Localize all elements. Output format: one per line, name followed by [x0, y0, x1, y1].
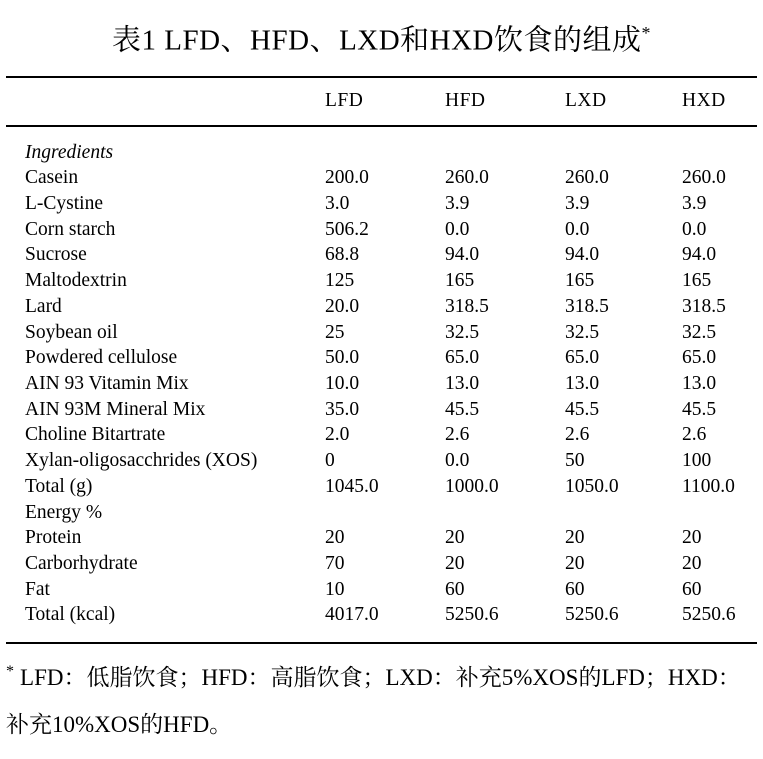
cell-value: 13.0 — [445, 372, 480, 394]
cell-value — [682, 126, 757, 166]
cell-value: 50 — [565, 450, 585, 472]
diet-composition-table — [6, 76, 757, 644]
cell-value: 94.0 — [682, 244, 717, 266]
table-row — [6, 268, 757, 294]
cell-value: 0.0 — [445, 450, 470, 472]
cell-value: 0.0 — [565, 218, 590, 240]
table-row — [6, 448, 757, 474]
row-label: Total (kcal) — [25, 604, 116, 626]
footnote-marker: * — [6, 663, 15, 681]
cell-value: 165 — [565, 270, 595, 292]
row-label: Energy % — [25, 501, 103, 523]
table-title-note-marker: * — [641, 23, 651, 43]
cell-value: 45.5 — [445, 398, 480, 420]
row-label: Fat — [25, 578, 50, 600]
cell-value: 65.0 — [565, 347, 600, 369]
row-label: Lard — [25, 295, 62, 317]
cell-value: 0.0 — [682, 218, 707, 240]
row-label: Xylan-oligosacchrides (XOS) — [25, 450, 258, 472]
table-row — [6, 242, 757, 268]
row-label: Ingredients — [25, 141, 114, 163]
cell-value: 60 — [565, 578, 585, 600]
table-row — [6, 397, 757, 423]
cell-value: 13.0 — [682, 372, 717, 394]
column-header: HXD — [682, 90, 726, 112]
cell-value: 35.0 — [325, 398, 360, 420]
cell-value: 0 — [325, 450, 335, 472]
cell-value: 1045.0 — [325, 475, 379, 497]
cell-value: 20 — [325, 527, 345, 549]
table-row — [6, 500, 757, 526]
row-label: Choline Bitartrate — [25, 424, 166, 446]
cell-value — [565, 126, 682, 166]
row-label: Protein — [25, 527, 82, 549]
cell-value: 100 — [682, 450, 712, 472]
column-header: HFD — [445, 90, 486, 112]
table-row — [6, 126, 757, 166]
cell-value: 5250.6 — [682, 604, 736, 626]
cell-value: 65.0 — [682, 347, 717, 369]
table-row — [6, 294, 757, 320]
cell-value: 2.6 — [682, 424, 707, 446]
table-title-text: 表1 LFD、HFD、LXD和HXD饮食的组成 — [112, 24, 642, 57]
cell-value: 318.5 — [445, 295, 489, 317]
table-row — [6, 551, 757, 577]
cell-value — [565, 500, 682, 526]
cell-value: 506.2 — [325, 218, 369, 240]
row-label: Soybean oil — [25, 321, 118, 343]
cell-value: 3.9 — [682, 193, 707, 215]
cell-value — [445, 126, 565, 166]
cell-value: 20.0 — [325, 295, 360, 317]
cell-value: 1050.0 — [565, 475, 619, 497]
table-row — [6, 602, 757, 643]
table-body — [6, 126, 757, 643]
footnote-line — [6, 712, 232, 737]
cell-value: 2.0 — [325, 424, 350, 446]
row-label: Powdered cellulose — [25, 347, 178, 369]
cell-value: 260.0 — [682, 167, 726, 189]
cell-value: 5250.6 — [445, 604, 499, 626]
row-label: Maltodextrin — [25, 270, 127, 292]
cell-value: 20 — [565, 527, 585, 549]
cell-value: 4017.0 — [325, 604, 379, 626]
cell-value — [682, 500, 757, 526]
cell-value: 60 — [682, 578, 702, 600]
cell-value — [445, 500, 565, 526]
footnote-text: LFD：低脂饮食；HFD：高脂饮食；LXD：补充5%XOS的LFD；HXD： — [20, 664, 741, 690]
cell-value: 3.9 — [565, 193, 590, 215]
row-label: Corn starch — [25, 218, 116, 240]
cell-value: 318.5 — [682, 295, 726, 317]
table-row — [6, 525, 757, 551]
row-label: AIN 93 Vitamin Mix — [25, 372, 189, 394]
table-row — [6, 422, 757, 448]
cell-value: 45.5 — [565, 398, 600, 420]
cell-value: 125 — [325, 270, 355, 292]
cell-value: 260.0 — [445, 167, 489, 189]
cell-value: 94.0 — [565, 244, 600, 266]
corner-cell — [6, 77, 325, 126]
cell-value: 20 — [445, 552, 465, 574]
cell-value: 1000.0 — [445, 475, 499, 497]
cell-value: 65.0 — [445, 347, 480, 369]
cell-value: 3.0 — [325, 193, 350, 215]
row-label: L-Cystine — [25, 193, 103, 215]
cell-value: 318.5 — [565, 295, 609, 317]
cell-value: 32.5 — [682, 321, 717, 343]
cell-value: 165 — [445, 270, 475, 292]
cell-value: 13.0 — [565, 372, 600, 394]
cell-value: 2.6 — [565, 424, 590, 446]
cell-value: 20 — [565, 552, 585, 574]
row-label: AIN 93M Mineral Mix — [25, 398, 206, 420]
table-row — [6, 217, 757, 243]
footnote-text: 补充10%XOS的HFD。 — [6, 711, 233, 737]
table-row — [6, 320, 757, 346]
row-label: Casein — [25, 167, 79, 189]
table-row — [6, 191, 757, 217]
table-header-row — [6, 77, 757, 126]
column-header: LXD — [565, 90, 607, 112]
table-row — [6, 165, 757, 191]
table-row — [6, 474, 757, 500]
cell-value: 25 — [325, 321, 345, 343]
cell-value: 32.5 — [565, 321, 600, 343]
cell-value: 0.0 — [445, 218, 470, 240]
cell-value: 32.5 — [445, 321, 480, 343]
cell-value — [325, 126, 445, 166]
cell-value: 10.0 — [325, 372, 360, 394]
cell-value: 2.6 — [445, 424, 470, 446]
cell-value: 50.0 — [325, 347, 360, 369]
cell-value: 20 — [445, 527, 465, 549]
cell-value: 70 — [325, 552, 345, 574]
cell-value: 60 — [445, 578, 465, 600]
column-header: LFD — [325, 90, 364, 112]
cell-value: 20 — [682, 527, 702, 549]
cell-value: 94.0 — [445, 244, 480, 266]
cell-value: 10 — [325, 578, 345, 600]
table-row — [6, 371, 757, 397]
cell-value: 3.9 — [445, 193, 470, 215]
row-label: Sucrose — [25, 244, 87, 266]
table-title — [6, 13, 757, 61]
table-row — [6, 345, 757, 371]
cell-value — [325, 500, 445, 526]
footnote — [6, 644, 757, 748]
cell-value: 5250.6 — [565, 604, 619, 626]
row-label: Carborhydrate — [25, 552, 138, 574]
cell-value: 20 — [682, 552, 702, 574]
cell-value: 165 — [682, 270, 712, 292]
cell-value: 200.0 — [325, 167, 369, 189]
cell-value: 45.5 — [682, 398, 717, 420]
table-row — [6, 577, 757, 603]
footnote-line — [6, 665, 741, 690]
cell-value: 68.8 — [325, 244, 360, 266]
cell-value: 260.0 — [565, 167, 609, 189]
cell-value: 1100.0 — [682, 475, 735, 497]
row-label: Total (g) — [25, 475, 93, 497]
